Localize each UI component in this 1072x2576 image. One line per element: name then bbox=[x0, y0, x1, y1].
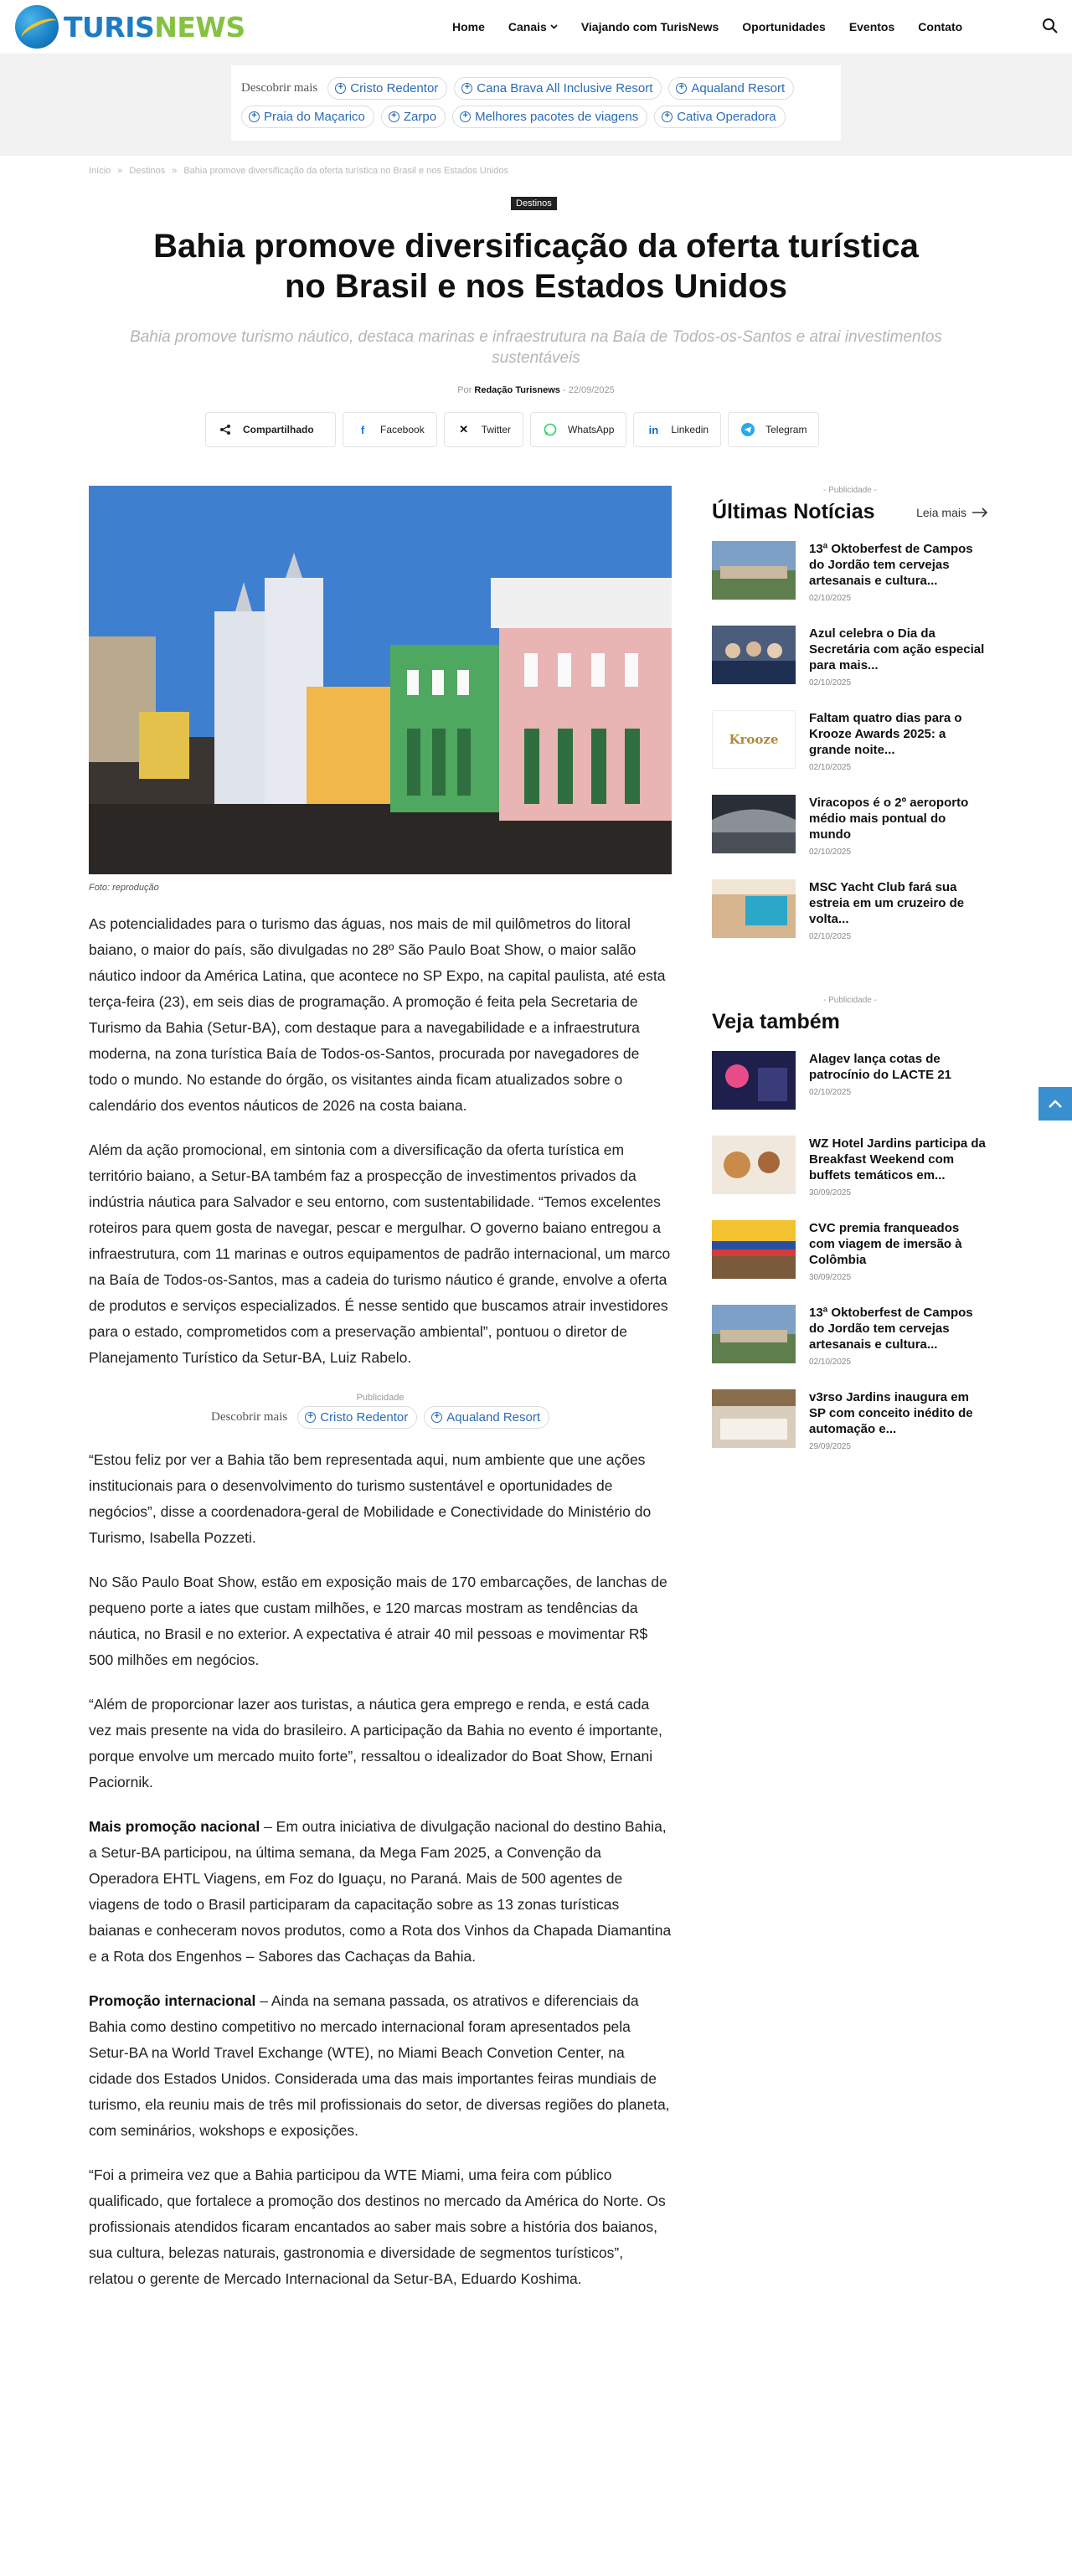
breadcrumb-sep: » bbox=[172, 166, 178, 176]
news-thumbnail bbox=[712, 795, 796, 853]
search-icon[interactable] bbox=[1042, 18, 1059, 34]
discover-label: Descobrir mais bbox=[210, 1410, 288, 1424]
chevron-up-icon bbox=[1048, 1099, 1063, 1109]
plus-icon: + bbox=[305, 1412, 316, 1423]
share-bar bbox=[205, 412, 819, 447]
discover-chip[interactable]: + Cristo Redentor bbox=[327, 77, 447, 100]
news-thumbnail bbox=[712, 1389, 796, 1448]
site-logo[interactable] bbox=[15, 5, 245, 49]
news-thumbnail bbox=[712, 710, 796, 769]
share-twitter-button[interactable]: ✕ Twitter bbox=[444, 412, 523, 447]
news-thumbnail bbox=[712, 1136, 796, 1194]
paragraph: Promoção internacional – Ainda na semana passada, os atrativos e diferenciais da Bahia como destino competitivo no mercado internacional foram apresentados pela Setur-BA na World Travel Exchange (WTE), no Miami Beach Convetion Center, na cidade dos Estados Unidos. Considerada uma das mais importantes feiras mundiais de turismo, ela reuniu mais de três mil profissionais do setor, de diversas regiões do planeta, com seminários, wokshops e exposições. bbox=[89, 1992, 670, 2139]
plus-icon: + bbox=[335, 83, 346, 94]
nav-contato[interactable]: Contato bbox=[918, 20, 963, 33]
paragraph: “Foi a primeira vez que a Bahia participou da WTE Miami, uma feira com público qualificado, que fortalece a promoção dos destinos no mercado da América do Norte. Os profissionais atendidos ficaram encantados ao saber mais sobre a história dos baianos, sua cultura, belezas naturais, gastronomia e diversidade de segmentos turísticos”, relatou o gerente de Mercado Internacional da Setur-BA, Eduardo Koshima. bbox=[89, 2166, 666, 2287]
hero-image bbox=[89, 486, 672, 874]
plus-icon: + bbox=[389, 111, 399, 122]
share-count[interactable]: Compartilhado bbox=[205, 412, 336, 447]
page-title: Bahia promove diversificação da oferta turística no Brasil e nos Estados Unidos bbox=[153, 228, 919, 305]
linkedin-icon: in bbox=[648, 423, 659, 436]
nav-oportunidades[interactable]: Oportunidades bbox=[742, 20, 826, 33]
ad-label: Publicidade bbox=[356, 1393, 405, 1403]
discover-chip[interactable]: + Aqualand Resort bbox=[668, 77, 794, 100]
breadcrumb bbox=[89, 166, 508, 176]
discover-chip[interactable]: + Cativa Operadora bbox=[654, 106, 785, 128]
nav-home[interactable]: Home bbox=[452, 20, 485, 33]
latest-news-title: Últimas Notícias bbox=[712, 500, 875, 523]
main-nav bbox=[452, 0, 962, 54]
latest-news-item[interactable]: Azul celebra o Dia da Secretária com ação especial para mais... 02/10/2025 bbox=[712, 626, 988, 688]
news-thumbnail bbox=[712, 541, 796, 600]
discover-chip[interactable]: + Zarpo bbox=[381, 106, 446, 128]
plus-icon: + bbox=[662, 111, 673, 122]
latest-news-item[interactable]: Krooze Faltam quatro dias para o Krooze Awards 2025: a grande noite... 02/10/2025 bbox=[712, 710, 988, 772]
see-also-item[interactable]: Alagev lança cotas de patrocínio do LACTE 21 02/10/2025 bbox=[712, 1051, 988, 1113]
whatsapp-icon bbox=[543, 422, 558, 437]
ad-label: - Publicidade - bbox=[823, 996, 877, 1005]
byline: Por Redação Turisnews - 22/09/2025 bbox=[457, 385, 615, 395]
news-thumbnail bbox=[712, 1051, 796, 1110]
ad-label: - Publicidade - bbox=[823, 486, 877, 495]
post-date: 22/09/2025 bbox=[568, 385, 615, 395]
facebook-icon: f bbox=[360, 423, 365, 436]
discover-chip[interactable]: + Aqualand Resort bbox=[424, 1406, 549, 1429]
sidebar bbox=[712, 486, 988, 1474]
see-also-item[interactable]: WZ Hotel Jardins participa da Breakfast Weekend com buffets temáticos em... 30/09/2025 bbox=[712, 1136, 988, 1198]
krooze-logo: Krooze bbox=[729, 732, 779, 747]
telegram-icon bbox=[740, 422, 755, 437]
share-facebook-button[interactable]: f Facebook bbox=[343, 412, 437, 447]
nav-viajando[interactable]: Viajando com TurisNews bbox=[580, 20, 719, 33]
nav-canais[interactable]: Canais bbox=[508, 20, 558, 33]
plus-icon: + bbox=[431, 1412, 442, 1423]
breadcrumb-destinos[interactable]: Destinos bbox=[129, 166, 166, 176]
latest-news-item[interactable]: MSC Yacht Club fará sua estreia em um cruzeiro de volta... 02/10/2025 bbox=[712, 879, 988, 941]
plus-icon: + bbox=[249, 111, 260, 122]
paragraph: As potencialidades para o turismo das águas, nos mais de mil quilômetros do litoral baiano, o maior do país, são divulgadas no 28º São Paulo Boat Show, o maior salão náutico indoor da América Latina, que acontece no SP Expo, na capital paulista, até esta terça-feira (23), em seis dias de programação. A promoção é feita pela Secretaria de Turismo da Bahia (Setur-BA), com destaque para a navegabilidade e a infraestrutura moderna, na zona turística Baía de Todos-os-Santos, procurada por navegadores de todo o mundo. No estande do órgão, os visitantes ainda ficam atualizados sobre o calendário dos eventos náuticos de 2026 na costa baiana. bbox=[89, 915, 666, 1114]
globe-icon bbox=[15, 5, 59, 49]
plus-icon: + bbox=[461, 83, 472, 94]
page-subtitle: Bahia promove turismo náutico, destaca marinas e infraestrutura na Baía de Todos-os-Santos e atrai investimentos sustentáveis bbox=[130, 328, 942, 367]
breadcrumb-home[interactable]: Início bbox=[89, 166, 111, 176]
share-telegram-button[interactable]: Telegram bbox=[728, 412, 819, 447]
site-header bbox=[0, 0, 1072, 54]
discover-chip[interactable]: + Cristo Redentor bbox=[297, 1406, 417, 1429]
scroll-to-top-button[interactable] bbox=[1038, 1087, 1072, 1121]
article-column bbox=[89, 486, 672, 2292]
paragraph: Mais promoção nacional – Em outra iniciativa de divulgação nacional do destino Bahia, a Setur-BA participou, na última semana, da Mega Fam 2025, a Convenção da Operadora EHTL Viagens, em Foz do Iguaçu, no Paraná. Mais de 500 agentes de viagens de todo o Brasil participaram da capacitação sobre as 13 zonas turísticas baianas e conheceram novos produtos, como a Rota dos Vinhos da Chapada Diamantina e a Rota dos Engenhos – Sabores das Cachaças da Bahia. bbox=[89, 1818, 672, 1965]
discover-band bbox=[0, 54, 1072, 156]
category-badge[interactable]: Destinos bbox=[511, 197, 557, 210]
paragraph: “Além de proporcionar lazer aos turistas, a náutica gera emprego e renda, e está cada vez mais presente na vida do brasileiro. A participação da Bahia no evento é importante, porque envolve um mercado muito forte”, ressaltou o idealizador do Boat Show, Ernani Paciornik. bbox=[89, 1696, 662, 1790]
discover-more-box bbox=[231, 65, 841, 141]
discover-label: Descobrir mais bbox=[241, 80, 318, 95]
image-caption: Foto: reprodução bbox=[89, 883, 159, 893]
article-body bbox=[89, 911, 672, 2292]
news-thumbnail bbox=[712, 1305, 796, 1363]
inline-discover-more bbox=[89, 1393, 672, 1429]
news-thumbnail bbox=[712, 626, 796, 684]
paragraph: “Estou feliz por ver a Bahia tão bem representada aqui, num ambiente que une ações institucionais para o desenvolvimento do turismo sustentável e oportunidades de negócios”, disse a coordenadora-geral de Mobilidade e Conectividade do Ministério do Turismo, Isabella Pozzeti. bbox=[89, 1451, 652, 1546]
plus-icon: + bbox=[676, 83, 687, 94]
breadcrumb-sep: » bbox=[117, 166, 123, 176]
paragraph: Além da ação promocional, em sintonia com a diversificação da oferta turística em território baiano, a Setur-BA também faz a prospecção de investimentos privados da indústria náutica para Salvador e seu entorno, com sustentabilidade. “Temos excelentes roteiros para quem gosta de navegar, pescar e mergulhar. O governo baiano entregou a infraestrutura, com 11 marinas e outros equipamentos de padrão internacional, um marco na Baía de Todos-os-Santos, mas a cadeia do turismo náutico é grande, envolve a oferta de produtos e serviços especializados. É nesse sentido que buscamos atrair investidores para o estado, comprometidos com a preservação ambiental”, pontuou o diretor de Planejamento Turístico da Setur-BA, Luiz Rabelo. bbox=[89, 1141, 671, 1366]
discover-chip[interactable]: + Melhores pacotes de viagens bbox=[452, 106, 647, 128]
news-thumbnail bbox=[712, 1220, 796, 1279]
plus-icon: + bbox=[460, 111, 471, 122]
see-also-item[interactable]: CVC premia franqueados com viagem de imersão à Colômbia 30/09/2025 bbox=[712, 1220, 988, 1282]
pelourinho-illustration bbox=[89, 486, 672, 874]
x-twitter-icon: ✕ bbox=[459, 423, 469, 435]
latest-news-item[interactable]: Viracopos é o 2º aeroporto médio mais pontual do mundo 02/10/2025 bbox=[712, 795, 988, 857]
breadcrumb-current: Bahia promove diversificação da oferta turística no Brasil e nos Estados Unidos bbox=[183, 166, 508, 176]
nav-eventos[interactable]: Eventos bbox=[848, 20, 895, 33]
share-linkedin-button[interactable]: in Linkedin bbox=[633, 412, 721, 447]
see-also-title: Veja também bbox=[712, 1010, 840, 1033]
latest-news-item[interactable]: 13ª Oktoberfest de Campos do Jordão tem cervejas artesanais e cultura... 02/10/2025 bbox=[712, 541, 988, 603]
arrow-right-icon bbox=[972, 507, 988, 518]
see-also-item[interactable]: v3rso Jardins inaugura em SP com conceito inédito de automação e... 29/09/2025 bbox=[712, 1389, 988, 1451]
discover-chip[interactable]: + Cana Brava All Inclusive Resort bbox=[454, 77, 662, 100]
read-more-link[interactable]: Leia mais bbox=[916, 506, 988, 519]
news-thumbnail bbox=[712, 879, 796, 938]
share-icon bbox=[218, 422, 233, 437]
author-link[interactable]: Redação Turisnews bbox=[474, 385, 560, 395]
paragraph: No São Paulo Boat Show, estão em exposição mais de 170 embarcações, de lanchas de pequeno porte a iates que custam milhões, e 120 marcas mostram as tendências da náutica, no Brasil e no exterior. A expectativa é atrair 40 mil pessoas e movimentar R$ 500 milhões em negócios. bbox=[89, 1574, 667, 1668]
chevron-down-icon bbox=[550, 24, 558, 29]
see-also-item[interactable]: 13ª Oktoberfest de Campos do Jordão tem cervejas artesanais e cultura... 02/10/2025 bbox=[712, 1305, 988, 1367]
logo-text: TURISNEWS bbox=[64, 10, 245, 44]
discover-chip[interactable]: + Praia do Maçarico bbox=[241, 106, 374, 128]
share-whatsapp-button[interactable]: WhatsApp bbox=[530, 412, 626, 447]
